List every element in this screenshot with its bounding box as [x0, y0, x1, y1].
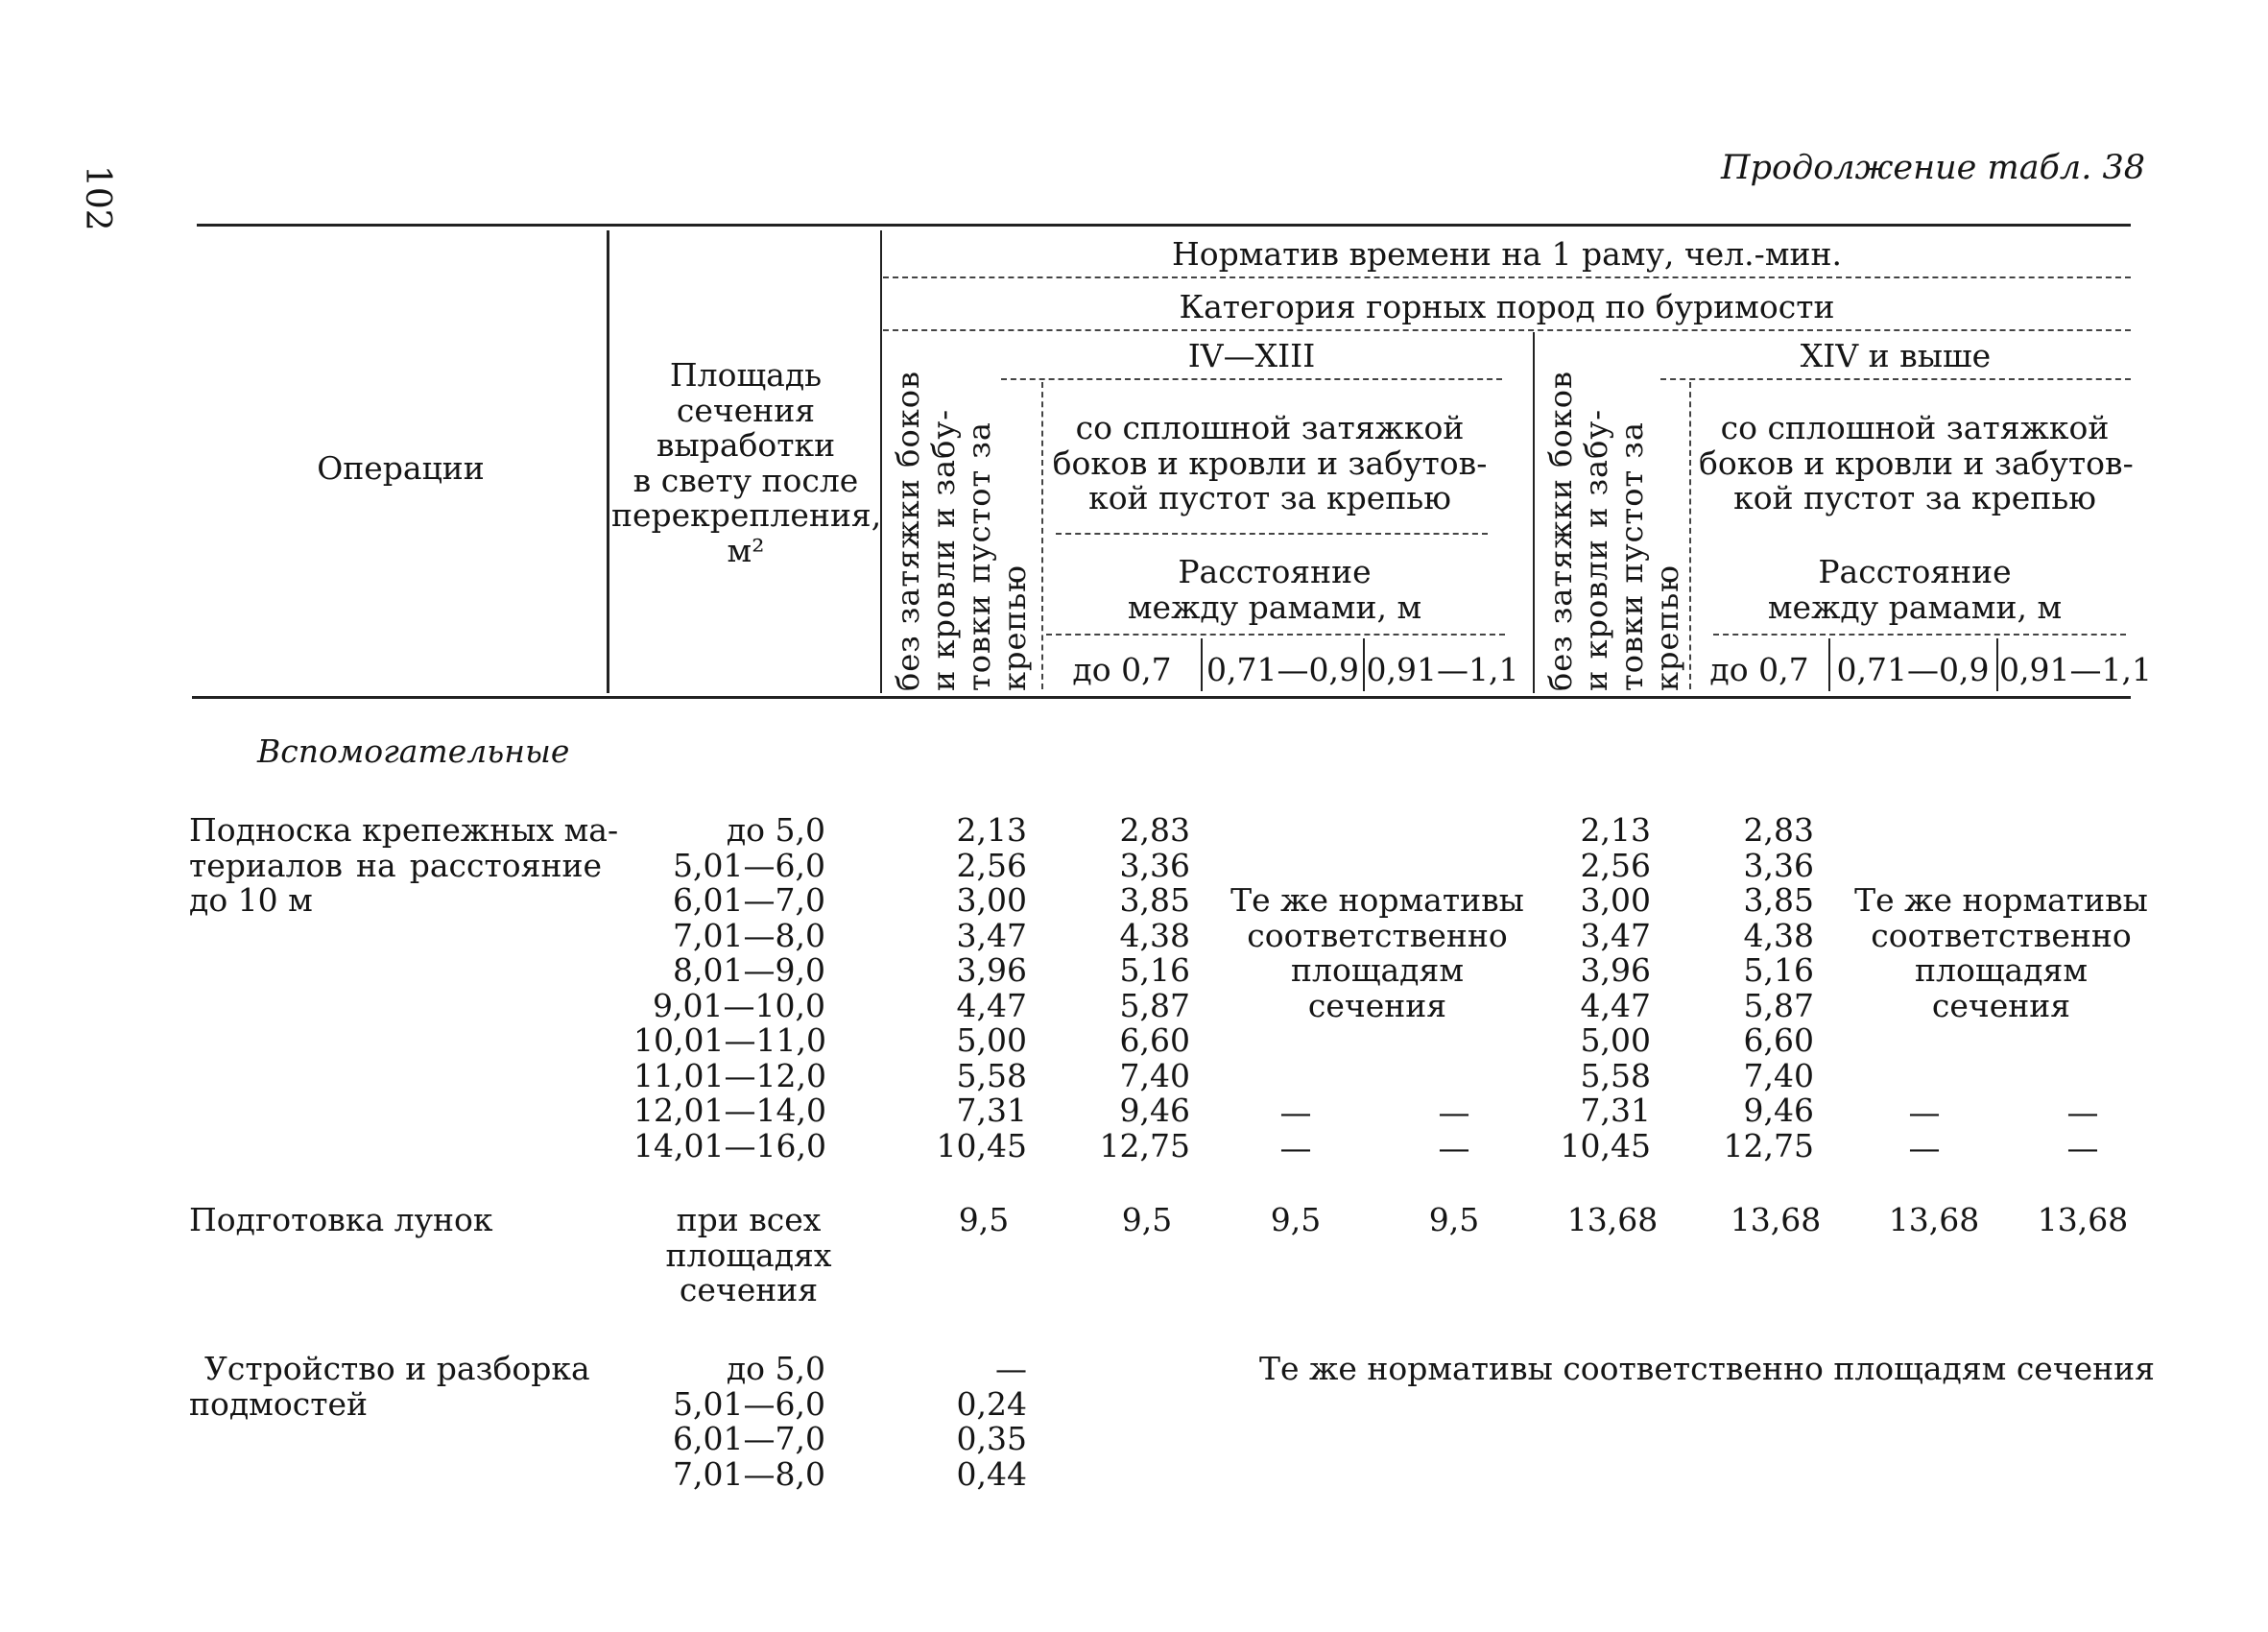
value-cell: 7,40 — [1743, 1056, 1814, 1094]
note-line: соответственно — [1871, 916, 2132, 954]
dash: — — [2066, 1093, 2099, 1131]
section-title: Вспомогательные — [257, 732, 570, 770]
divider-g2-d3 — [1996, 638, 1998, 691]
value-cell: 3,85 — [1743, 881, 1814, 919]
note-line: сечения — [1307, 986, 1447, 1024]
value-cell: 2,13 — [956, 811, 1027, 849]
row2-value: 13,68 — [2037, 1201, 2129, 1238]
value-cell: 4,38 — [1743, 916, 1814, 954]
row2-value: 9,5 — [1270, 1201, 1322, 1238]
row2-value: 9,5 — [958, 1201, 1010, 1238]
value-cell: 10,45 — [1560, 1126, 1651, 1164]
value-cell: 5,87 — [1119, 986, 1190, 1024]
value-cell: 7,40 — [1119, 1056, 1190, 1094]
page-number: 102 — [78, 165, 117, 231]
table-top-rule — [197, 224, 2131, 227]
operation-line: териалов на расстояние — [189, 846, 602, 884]
value-cell: 3,96 — [956, 951, 1027, 989]
area-line: сечения — [679, 1271, 819, 1308]
header-dist-col-g1-2: 0,71—0,9 — [1206, 651, 1359, 688]
value-cell: 7,31 — [1580, 1092, 1651, 1129]
value-cell: 5,00 — [1580, 1021, 1651, 1059]
note-line: Те же нормативы — [1854, 881, 2148, 919]
note-line: площадям — [1915, 951, 2088, 989]
header-no-lagging-line: и кровли и забу- — [925, 408, 962, 691]
rule-under-group1 — [1001, 378, 1502, 380]
header-area-line: выработки — [656, 426, 836, 464]
dash: — — [1438, 1128, 1470, 1166]
area-cell: 5,01—6,0 — [673, 1384, 825, 1423]
row1-g1-same-note — [1209, 883, 1545, 1023]
operation-line: Подноска крепежных ма- — [189, 811, 619, 849]
row3-g1-no-lagging — [912, 1352, 1027, 1492]
header-area-line: в свету после — [633, 461, 859, 499]
operation-line: до 10 м — [189, 881, 313, 919]
value-cell: 0,24 — [956, 1384, 1027, 1423]
value-cell: 3,00 — [1580, 881, 1651, 919]
header-norm-title: Норматив времени на 1 раму, чел.-мин. — [1172, 235, 1842, 273]
col-divider-2 — [880, 230, 882, 693]
area-cell: 12,01—14,0 — [633, 1092, 826, 1129]
header-with-lagging-line: со сплошной затяжкой — [1720, 409, 2110, 446]
header-with-lagging-line: со сплошной затяжкой — [1075, 409, 1465, 446]
value-cell: 9,46 — [1743, 1092, 1814, 1129]
area-cell: до 5,0 — [726, 1350, 825, 1387]
row2-value: 9,5 — [1428, 1201, 1480, 1238]
value-cell: 6,60 — [1119, 1021, 1190, 1059]
header-no-lagging-line: товки пустот за — [1613, 421, 1650, 691]
row3-note: Те же нормативы соответственно площадям сечения — [1259, 1350, 2155, 1387]
value-cell: 2,56 — [1580, 846, 1651, 884]
header-area-line: сечения — [676, 391, 816, 429]
col-divider-group — [1533, 332, 1535, 693]
row3-operation — [189, 1352, 590, 1422]
note-line: соответственно — [1247, 916, 1508, 954]
value-cell: 4,38 — [1119, 916, 1190, 954]
value-cell: 0,44 — [956, 1454, 1027, 1493]
value-cell: 6,60 — [1743, 1021, 1814, 1059]
header-distance-line: Расстояние — [1818, 553, 2012, 590]
area-cell: 8,01—9,0 — [673, 951, 825, 989]
row1-g2-dashes-a — [1886, 1095, 1963, 1165]
dash: — — [1438, 1093, 1470, 1131]
area-cell: 9,01—10,0 — [653, 986, 825, 1024]
area-cell: 6,01—7,0 — [673, 1420, 825, 1457]
header-area-line: перекрепления, — [611, 496, 882, 534]
header-dist-col-g1-1: до 0,7 — [1072, 651, 1172, 688]
row3-areas — [633, 1352, 825, 1492]
header-no-lagging-line: крепью — [996, 564, 1033, 691]
divider-g2-d2 — [1828, 638, 1830, 691]
row1-g2-same-note — [1833, 883, 2169, 1023]
header-no-lagging-line: товки пустот за — [961, 421, 997, 691]
value-cell: 2,83 — [1119, 811, 1190, 849]
area-cell: до 5,0 — [726, 811, 825, 849]
header-group1: IV—XIII — [1187, 337, 1316, 374]
header-group2: XIV и выше — [1800, 337, 1992, 374]
value-cell: 9,46 — [1119, 1092, 1190, 1129]
area-cell: 11,01—12,0 — [633, 1056, 826, 1094]
header-area-line: Площадь — [669, 356, 823, 394]
value-cell: 4,47 — [1580, 986, 1651, 1024]
value-cell: 3,47 — [1580, 916, 1651, 954]
note-line: Те же нормативы — [1230, 881, 1524, 919]
value-cell: 12,75 — [1723, 1126, 1814, 1164]
header-distance-line: Расстояние — [1178, 553, 1372, 590]
header-with-lagging-g2 — [1699, 409, 2134, 516]
rule-under-group2 — [1660, 378, 2131, 380]
row2-value: 13,68 — [1888, 1201, 1980, 1238]
value-cell: 3,85 — [1119, 881, 1190, 919]
header-with-lagging-g1 — [1044, 411, 1495, 516]
dash: — — [1908, 1128, 1941, 1166]
value-cell: 0,35 — [956, 1420, 1027, 1457]
col-divider-1 — [607, 230, 609, 693]
value-cell: 3,47 — [956, 916, 1027, 954]
row2-operation: Подготовка лунок — [189, 1201, 493, 1238]
value-cell: 3,00 — [956, 881, 1027, 919]
header-category: Категория горных пород по буримости — [1179, 288, 1835, 325]
header-bottom-rule — [192, 696, 2131, 699]
value-cell: 10,45 — [936, 1126, 1027, 1164]
value-cell: 3,36 — [1743, 846, 1814, 884]
divider-g2-lag — [1689, 382, 1691, 689]
divider-g1-lag — [1041, 382, 1043, 689]
value-cell: — — [995, 1350, 1027, 1387]
area-cell: 7,01—8,0 — [673, 1454, 825, 1493]
header-no-lagging-g2 — [1543, 371, 1685, 691]
row2-value: 13,68 — [1730, 1201, 1822, 1238]
header-with-lagging-line: боков и кровли и забутов- — [1699, 444, 2134, 482]
rule-g1-lag — [1056, 533, 1488, 535]
value-cell: 2,56 — [956, 846, 1027, 884]
dash: — — [1279, 1093, 1312, 1131]
rule-g2-dist — [1713, 634, 2126, 636]
area-cell: 7,01—8,0 — [673, 916, 825, 954]
header-distance-line: между рамами, м — [1127, 588, 1422, 626]
area-line: при всех — [676, 1201, 822, 1238]
header-with-lagging-line: боков и кровли и забутов- — [1052, 444, 1488, 482]
value-cell: 4,47 — [956, 986, 1027, 1024]
header-dist-col-g2-2: 0,71—0,9 — [1836, 651, 1990, 688]
operation-line: Устройство и разборка — [204, 1350, 590, 1387]
header-no-lagging-g1 — [891, 371, 1033, 691]
header-dist-col-g2-1: до 0,7 — [1709, 651, 1809, 688]
header-with-lagging-line: кой пустот за крепью — [1733, 479, 2096, 516]
dash: — — [1908, 1093, 1941, 1131]
row1-operation — [189, 811, 619, 919]
header-distance-g2 — [1699, 555, 2131, 625]
note-line: площадям — [1291, 951, 1464, 989]
header-dist-col-g1-3: 0,91—1,1 — [1366, 651, 1519, 688]
row1-g2-dashes-b — [2044, 1095, 2121, 1165]
row1-g1-dashes-a — [1257, 1095, 1334, 1165]
value-cell: 5,00 — [956, 1021, 1027, 1059]
divider-g1-d3 — [1363, 638, 1365, 691]
row1-g2-no-lagging — [1536, 813, 1651, 1164]
dash: — — [1279, 1128, 1312, 1166]
operation-line: подмостей — [189, 1384, 368, 1423]
value-cell: 5,16 — [1743, 951, 1814, 989]
value-cell: 12,75 — [1099, 1126, 1190, 1164]
header-no-lagging-line: без затяжки боков — [890, 371, 926, 691]
row2-areas — [653, 1203, 845, 1308]
header-with-lagging-line: кой пустот за крепью — [1088, 479, 1451, 516]
header-no-lagging-line: крепью — [1649, 564, 1685, 691]
row2-value: 9,5 — [1121, 1201, 1173, 1238]
value-cell: 5,58 — [1580, 1056, 1651, 1094]
value-cell: 3,96 — [1580, 951, 1651, 989]
dash: — — [2066, 1128, 2099, 1166]
header-no-lagging-line: без затяжки боков — [1542, 371, 1579, 691]
header-no-lagging-line: и кровли и забу- — [1578, 408, 1614, 691]
value-cell: 2,83 — [1743, 811, 1814, 849]
area-cell: 10,01—11,0 — [633, 1021, 826, 1059]
area-cell: 6,01—7,0 — [673, 881, 825, 919]
area-cell: 14,01—16,0 — [633, 1126, 826, 1164]
header-area-line: м² — [727, 531, 765, 569]
row2-value: 13,68 — [1566, 1201, 1659, 1238]
value-cell: 3,36 — [1119, 846, 1190, 884]
header-dist-col-g2-3: 0,91—1,1 — [1999, 651, 2152, 688]
header-distance-g1 — [1044, 555, 1505, 625]
row1-areas — [633, 813, 825, 1164]
header-operations: Операции — [317, 449, 485, 487]
header-area — [611, 358, 880, 568]
continuation-title: Продолжение табл. 38 — [1721, 149, 2145, 187]
value-cell: 2,13 — [1580, 811, 1651, 849]
row1-g2-dist1 — [1699, 813, 1814, 1164]
row1-g1-no-lagging — [912, 813, 1027, 1164]
area-cell: 5,01—6,0 — [673, 846, 825, 884]
row1-g1-dist1 — [1075, 813, 1190, 1164]
value-cell: 5,87 — [1743, 986, 1814, 1024]
value-cell: 5,16 — [1119, 951, 1190, 989]
area-line: площадях — [665, 1236, 832, 1274]
row1-g1-dashes-b — [1416, 1095, 1492, 1165]
divider-g1-d2 — [1201, 638, 1203, 691]
rule-g1-dist — [1046, 634, 1505, 636]
value-cell: 5,58 — [956, 1056, 1027, 1094]
note-line: сечения — [1931, 986, 2071, 1024]
rule-under-norm — [883, 276, 2131, 278]
rule-under-category — [883, 329, 2131, 331]
value-cell: 7,31 — [956, 1092, 1027, 1129]
header-distance-line: между рамами, м — [1767, 588, 2063, 626]
